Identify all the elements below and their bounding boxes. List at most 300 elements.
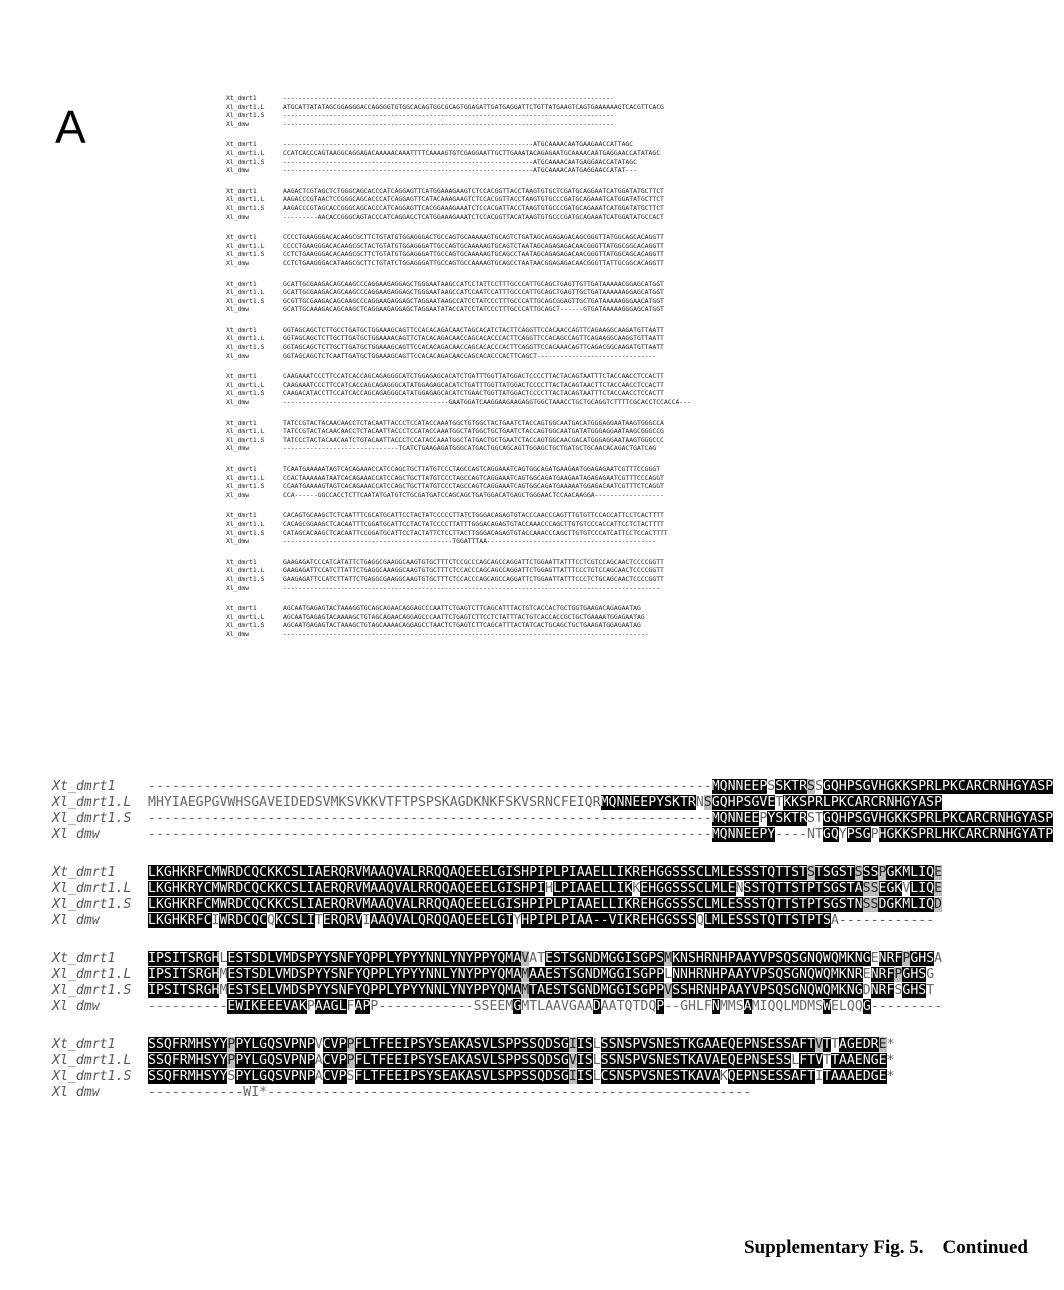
conserved-residues: ESTSDLVMDSPYYSNFYQPPLYPYYNNLYNYPPYQMA: [227, 951, 522, 966]
sequence-name: Xl_dmw: [226, 537, 250, 546]
residues: *: [886, 1069, 895, 1084]
aa-alignment-block: [52, 779, 1053, 843]
sequence-name: Xt_dmrt1: [52, 951, 116, 966]
aa-alignment-row: [52, 1069, 1053, 1085]
similar-residues: M: [521, 983, 530, 998]
nt-alignment-row: [226, 491, 826, 500]
sequence-name: Xl_dmrt1.S: [226, 111, 265, 120]
conserved-residues: LPIAAELLIK: [552, 881, 633, 896]
residues: Y: [838, 827, 847, 842]
conserved-residues: NRF: [870, 967, 895, 982]
nt-alignment-row: [226, 630, 826, 639]
panel-label: A: [55, 101, 86, 153]
sequence-name: Xl_dmrt1.S: [52, 811, 132, 826]
protein-sequence: [148, 827, 1053, 843]
sequence-name: Xt_dmrt1: [226, 557, 257, 566]
nt-alignment-row: [226, 103, 826, 112]
conserved-residues: IS: [576, 1037, 593, 1052]
residues: P: [759, 811, 768, 826]
conserved-residues: SSHRNHPAAYVPSQSGNQWQMKNG: [672, 983, 863, 998]
conserved-residues: SSNSPVSNESTKAVAEQEPNSESS: [600, 1053, 792, 1068]
residues: --GHLF: [664, 999, 712, 1014]
residues: S: [346, 1069, 355, 1084]
nucleotide-sequence: -----------------------------------------------------------------------------------------------: [283, 629, 649, 638]
nucleotide-sequence: CACAGCGGAAGCTCACAATTTCGGATGCATTCCTACTATCCCCTTATTTGGGACAGAGTGTACCAAACCCAGCTTGTGTCCCACCATTCCTCTACTTTT: [283, 519, 664, 528]
sequence-name: Xl_dmrt1.L: [226, 102, 265, 111]
aa-alignment-row: [52, 779, 1053, 795]
residues: ELQQ: [831, 999, 863, 1014]
nt-alignment-row: [226, 187, 826, 196]
similar-residues: E: [878, 1037, 887, 1052]
similar-residues: S: [806, 865, 815, 880]
conserved-residues: PYLGQSVPNP: [235, 1037, 315, 1052]
sequence-name: Xt_dmrt1: [226, 140, 257, 149]
nucleotide-sequence: AGCAATGAGAGTACTAAAGGTGCAGCAGAACAGGAGCCCAATTCTGAGTCTTCAGCATTTACTGTCACCACTGCTGGTGAAGACAGAGAATAG: [283, 604, 641, 613]
residues: T: [775, 795, 784, 810]
protein-sequence: [148, 967, 934, 983]
residues: ----------: [148, 999, 228, 1014]
conserved-residues: PYLGQSVPNP: [235, 1069, 315, 1084]
conserved-residues: FLTFEEIPSYSEAKASVLSPPSSQDSG: [354, 1069, 569, 1084]
aa-alignment-block: [52, 865, 1053, 929]
nucleotide-sequence: CCA------GGCCACCTCTTCAATATGATGTCTGCGATGATCCAGCAGCTGATGGACATGAGCTGGGAACTCCAACAAGGA------------------: [283, 490, 664, 499]
conserved-residues: DGKMLIQ: [878, 897, 935, 912]
conserved-residues: WIKEEEVAK: [235, 999, 307, 1014]
sequence-name: Xl_dmw: [226, 583, 250, 592]
residues: E: [862, 967, 871, 982]
nt-alignment-row: [226, 352, 826, 361]
nt-alignment-row: [226, 166, 826, 175]
nucleotide-sequence: -----------------------------------------------------------------ATGCAAAACAATGAGGAACCATAT---: [283, 166, 637, 175]
sequence-name: Xl_dmw: [226, 351, 250, 360]
residues: N: [695, 795, 704, 810]
residues: S: [767, 779, 776, 794]
residues: Q: [695, 913, 704, 928]
similar-residues: P: [878, 865, 887, 880]
nt-alignment-row: [226, 520, 826, 529]
conserved-residues: LKGHKRYCMWRDCQCKKCSLIAERQRVMAAQVALRRQQAQEEELGISHPI: [148, 881, 545, 896]
conserved-residues: SSQFRMHSYY: [148, 1053, 228, 1068]
conserved-residues: SSTQTTSTPTSGSTA: [743, 881, 863, 896]
residues: MHYIAEGPGVWHSGAVEIDEDSVMKSVKKVTFTPSPSKAGDKNKFSKVSRNCFEIQR: [148, 795, 601, 810]
nt-alignment-row: [226, 482, 826, 491]
similar-residues: S: [807, 779, 815, 794]
conserved-residues: LKGHKRFC: [148, 913, 212, 928]
protein-sequence: [148, 881, 942, 897]
residues: *: [886, 1037, 895, 1052]
protein-alignment: [52, 779, 1053, 1123]
residues: -----------------------------------------------------------------------: [148, 811, 712, 826]
nucleotide-sequence: CCACTAAAAAATAATCACAGAAACCATCCAGCTGCTTATGTCCCTAGCCAGTCAGGAAATCAGTGGCAGATGAAGAATAGAGAGAATCGTTTCCCAGGT: [283, 473, 664, 482]
sequence-name: Xt_dmrt1: [226, 233, 257, 242]
residues: D: [862, 983, 871, 998]
nucleotide-sequence: GGTAGCAGCTCTTGCTTGATGCTGGAAAACAGTTCTACACAGACAACCAGCACACCCACTTCAGGTTCCACAGCCAGTTCAGAAGGCAAGGTGTTAATT: [283, 334, 664, 343]
residues: G: [926, 967, 935, 982]
sequence-name: Xl_dmw: [226, 212, 250, 221]
nt-alignment-row: [226, 436, 826, 445]
nt-alignment-row: [226, 558, 826, 567]
nucleotide-sequence: --------------------------------------------------------------------------------------------------: [283, 583, 661, 592]
figure-caption: Supplementary Fig. 5. Continued: [744, 1237, 1028, 1258]
residues: T: [926, 983, 935, 998]
aa-alignment-block: [52, 1037, 1053, 1101]
conserved-residues: AP: [354, 999, 371, 1014]
nucleotide-sequence: --------------------------------------------------------------------------------------: [283, 119, 614, 128]
residues: M: [219, 983, 228, 998]
similar-residues: V: [815, 1037, 823, 1052]
similar-residues: V: [568, 1053, 577, 1068]
nt-alignment-row: [226, 233, 826, 242]
residues: N: [735, 881, 744, 896]
protein-sequence: [148, 983, 934, 999]
protein-sequence: [148, 999, 942, 1015]
nt-alignment-row: [226, 398, 826, 407]
residues: H: [544, 881, 553, 896]
sequence-name: Xl_dmrt1.L: [226, 195, 265, 204]
conserved-residues: ESTSGNDMGGISGPS: [545, 951, 665, 966]
residues: MMS: [719, 999, 744, 1014]
conserved-residues: FLTFEEIPSYSEAKASVLSPPSSQDSG: [354, 1053, 569, 1068]
conserved-residues: ESTSELVMDSPYYSNFYQPPLYPYYNNLYNYPPYQMA: [227, 983, 522, 998]
residues: P: [306, 999, 315, 1014]
residues: MIQQLMDMS: [751, 999, 824, 1014]
aa-alignment-row: [52, 795, 1053, 811]
similar-residues: I: [568, 1069, 577, 1084]
conserved-residues: LMLESSSTQTTSTPTS: [703, 913, 831, 928]
sequence-name: Xl_dmrt1.L: [52, 795, 132, 810]
residues: MTLAAVGAA: [521, 999, 593, 1014]
protein-sequence: [148, 1037, 895, 1053]
sequence-name: Xl_dmrt1.S: [226, 203, 265, 212]
nt-alignment-row: [226, 140, 826, 149]
nt-alignment-row: [226, 120, 826, 129]
conserved-residues: CVP: [322, 1037, 347, 1052]
conserved-residues: SSQFRMHSYY: [148, 1069, 228, 1084]
residues: I: [815, 1069, 824, 1084]
residues: Y: [513, 913, 522, 928]
aa-alignment-row: [52, 811, 1053, 827]
similar-residues: S: [854, 865, 863, 880]
nt-alignment-row: [226, 242, 826, 251]
sequence-name: Xl_dmrt1.L: [52, 1053, 132, 1068]
sequence-name: Xl_dmrt1.S: [226, 389, 265, 398]
residues: Q: [267, 913, 276, 928]
nt-alignment-row: [226, 305, 826, 314]
conserved-residues: MQNNEE: [711, 811, 760, 826]
nucleotide-sequence: AGCAATGAGAGTACTAAAGCTGTAGCAAAACAGGAGCCTAACTCTGAGTCTTCAGCATTTACTATCACTGCAGCTGCTGAAGATGGAGAATAG: [283, 621, 641, 630]
conserved-residues: MQNNEEPYSKTR: [600, 795, 696, 810]
conserved-residues: HGKKSPRLHKCARCRNHGYATP: [878, 827, 1054, 842]
nucleotide-sequence: --------------------------------------------------------------------------------------: [283, 94, 614, 102]
conserved-residues: IPSITSRGH: [148, 983, 220, 998]
nucleotide-sequence: GAAGAGATTCCATCTTATTCTGAGGCAAAGGCAAGTGTGCTTTCTCCACCCAGCAGCCAGGATTCTGGAGTTATTTCCCTGTCCAGCAACTCCCCGGTT: [283, 566, 664, 575]
nucleotide-sequence: CAAGAAATCCCTTCCATCACCAGCAGAGGGCATATGGAGAGCACATCTGATTTGGTTATGGACTCCCCTTACTACAGTAACTTCTACCAACCTCCACTT: [283, 380, 664, 389]
similar-residues: D: [934, 897, 942, 912]
sequence-name: Xt_dmrt1: [52, 779, 116, 794]
nt-alignment-row: [226, 326, 826, 335]
nt-alignment-block: [226, 511, 826, 545]
similar-residues: P: [902, 951, 911, 966]
residues: T: [314, 913, 323, 928]
conserved-residues: IPSITSRGH: [148, 967, 220, 982]
residues: V: [902, 881, 911, 896]
aa-alignment-row: [52, 1037, 1053, 1053]
conserved-residues: CVP: [322, 1053, 347, 1068]
sequence-name: Xl_dmw: [226, 490, 250, 499]
sequence-name: Xl_dmrt1.S: [226, 296, 265, 305]
residues: AATQTDQ: [600, 999, 657, 1014]
conserved-residues: KNSHRNHPAAYVPSQSGNQWQMKNG: [672, 951, 871, 966]
nucleotide-sequence: AGCAATGAGAGTACAAAAGCTGTAGCAGAACAGGAGCCCAATTCTGAGTCTTCCTCTATTTACTGTCACCACCGCTGCTGAAAATGGAGAATAG: [283, 612, 645, 621]
conserved-residues: SSNSPVSNESTKGAAEQEPNSESSAFT: [600, 1037, 816, 1052]
conserved-residues: G: [862, 999, 871, 1014]
sequence-name: Xl_dmrt1.L: [226, 148, 265, 157]
sequence-name: Xl dmw: [52, 999, 100, 1014]
conserved-residues: PSG: [846, 827, 871, 842]
nt-alignment-row: [226, 474, 826, 483]
residues: F: [346, 999, 355, 1014]
conserved-residues: GQHPSGVHGKKSPRLPKCARCRNHGYASP: [822, 779, 1054, 794]
nt-alignment-row: [226, 372, 826, 381]
sequence-name: Xt_dmrt1: [226, 325, 257, 334]
nt-alignment-row: [226, 444, 826, 453]
residues: A: [314, 1069, 323, 1084]
nucleotide-sequence: CAAGACATACCTTCCATCACCAGCAGAGGGCATATGGAGAGCACATCTGAACTGGTTATGGACTCCCCTTACTACAGTAATTTCTACCAACCTCCACTT: [283, 389, 664, 398]
nucleotide-sequence: ATGCATTATATAGCGGAGGGACCAGGGGTGTGGCACAGTGGCGCAGTGGAGATTGATGAGGATTCTGTTATGAAGTCAGTGAAAAAAGTCACGTTCACG: [283, 102, 664, 111]
residues: -----------------------------------------------------------------------: [148, 827, 712, 842]
conserved-residues: ESTSDLVMDSPYYSNFYQPPLYPYYNNLYNYPPYQMA: [227, 967, 522, 982]
nt-alignment-block: [226, 465, 826, 499]
nt-alignment-block: [226, 140, 826, 174]
nt-alignment-block: [226, 233, 826, 267]
conserved-residues: KCSLI: [275, 913, 315, 928]
conserved-residues: MQNNEEPY: [711, 827, 776, 842]
aa-alignment-row: [52, 881, 1053, 897]
conserved-residues: YSKTR: [767, 811, 808, 826]
protein-sequence: [148, 1053, 895, 1069]
nucleotide-sequence: TATCCCTACTACAACAATCTGTACAATTACCCTCCATACCAAATGGCTATGACTGCTGAATCTACCAGTGGCAACGACATGGGAGGAATAAGTGGGCCC: [283, 435, 664, 444]
residues: *: [886, 1053, 895, 1068]
residues: P: [370, 999, 379, 1014]
nucleotide-sequence: -----------------------------------------------------------------ATGCAAAACAATGAGGAACCATATAGC: [283, 157, 637, 166]
aa-alignment-row: [52, 951, 1053, 967]
nt-alignment-row: [226, 427, 826, 436]
similar-residues: V: [521, 951, 530, 966]
residues: P: [870, 827, 879, 842]
nucleotide-alignment: [226, 94, 826, 651]
nucleotide-sequence: GAAGAGATCCCATCATATTCTGAGGCGAAGGCAAGTGTGCTTTCTCCGCCCAGCAGCCAGGATTCTGGAATTATTTCCTCGTCCAGCAACTCCCCGGTT: [283, 557, 664, 566]
residues: ---------: [870, 999, 943, 1014]
nt-alignment-row: [226, 566, 826, 575]
nucleotide-sequence: GCATTGCAAAGACAGCAAGCTCAGGAAGAGGAGCTAGGAATATACCATCCTATCCCTTTGCCCATTGCAGCT------GTGATAAAAAGGGAGCATGGT: [283, 305, 664, 314]
nucleotide-sequence: --------------------------------------------TGGATTTAA--------------------------------------------: [283, 537, 657, 546]
nt-alignment-row: [226, 343, 826, 352]
nt-alignment-row: [226, 158, 826, 167]
sequence-name: Xl_dmrt1.L: [226, 612, 265, 621]
nucleotide-sequence: GGTAGCAGCTCTTGCCTGATGCTGGAAAGCAGTTCCACACAGACAACTAGCACATCTACTTCAGGTTCCACAACCAGTTCAGAAGGCAAGATGTTAATT: [283, 325, 664, 334]
protein-sequence: [148, 1085, 751, 1101]
protein-sequence: [148, 795, 942, 811]
conserved-residues: G: [513, 999, 522, 1014]
conserved-residues: EGK: [878, 881, 903, 896]
similar-residues: E: [934, 865, 943, 880]
sequence-name: Xt_dmrt1: [226, 465, 257, 473]
conserved-residues: D: [592, 999, 601, 1014]
conserved-residues: FLTFEEIPSYSEAKASVLSPPSSQDSG: [354, 1037, 569, 1052]
conserved-residues: QEPNSESSAFT: [727, 1069, 816, 1084]
conserved-residues: LIQ: [910, 881, 935, 896]
conserved-residues: TSGST: [814, 865, 855, 880]
aa-alignment-block: [52, 951, 1053, 1015]
nt-alignment-row: [226, 381, 826, 390]
conserved-residues: ERQRV: [322, 913, 363, 928]
nt-alignment-block: [226, 419, 826, 453]
residues: T: [814, 811, 823, 826]
sequence-name: Xl_dmrt1.S: [52, 897, 132, 912]
conserved-residues: GQHPSGVE: [711, 795, 776, 810]
protein-sequence: [148, 779, 1053, 795]
sequence-name: Xl_dmrt1.S: [226, 343, 265, 352]
conserved-residues: P: [656, 999, 665, 1014]
nucleotide-sequence: GGTAGCAGCTCTTGCTTGATGCTGGAAAGCAGTTCCACACAGACAACCAGCACACCCACTTCAGGTTCCACAAACAGTTCAGACGGCAAGATGTTAATT: [283, 343, 664, 352]
nt-alignment-block: [226, 604, 826, 638]
sequence-name: Xl_dmrt1.S: [52, 983, 132, 998]
conserved-residues: TAAAEDGE: [823, 1069, 887, 1084]
aa-alignment-row: [52, 983, 1053, 999]
conserved-residues: LKGHKRFCMWRDCQCKKCSLIAERQRVMAAQVALRRQQAQEEELGISHPIPLPIAAELLIKREHGGSSSCLMLESSSTQTTSTPTSGSTN: [148, 897, 863, 912]
aa-alignment-row: [52, 913, 1053, 929]
conserved-residues: NRF: [870, 983, 895, 998]
nt-alignment-row: [226, 111, 826, 120]
protein-sequence: [148, 951, 942, 967]
similar-residues: S: [703, 795, 712, 810]
sequence-name: Xt_dmrt1: [226, 604, 257, 613]
nucleotide-sequence: CCCCTGAAGGGACACAAGCGCTACTGTATGTGGAGGGATTGCCAGTGCAAAAAGTGCAGTCTAATAGCAGAGAGACAACGGGTTATGGCGGCACAGGTT: [283, 241, 664, 250]
nt-alignment-block: [226, 187, 826, 221]
conserved-residues: AAQVALQRQQAQEEELGI: [370, 913, 514, 928]
similar-residues: M: [521, 967, 530, 982]
aa-alignment-row: [52, 1053, 1053, 1069]
nt-alignment-row: [226, 419, 826, 428]
nucleotide-sequence: TCAATGAAAAATAGTCACAGAAACCATCCAGCTGCTTATGTCCCTAGCCAGTCAGGAAATCAGTGGCAGATGAAGAATGGAGAGAATCGTTTCCGGGT: [283, 465, 661, 473]
similar-residues: M: [664, 951, 673, 966]
sequence-name: Xl_dmrt1.L: [226, 380, 265, 389]
nt-alignment-row: [226, 259, 826, 268]
nt-alignment-row: [226, 465, 826, 474]
aa-alignment-row: [52, 1085, 1053, 1101]
conserved-residues: PYLGQSVPNP: [235, 1053, 315, 1068]
residues: L: [664, 967, 673, 982]
similar-residues: SS: [862, 897, 879, 912]
residues: I: [211, 913, 220, 928]
sequence-name: Xl_dmw: [226, 166, 250, 175]
conserved-residues: SSQFRMHSYY: [148, 1037, 228, 1052]
aa-alignment-row: [52, 827, 1053, 843]
residues: V: [314, 1037, 323, 1052]
residues: S: [894, 983, 903, 998]
conserved-residues: CVP: [322, 1069, 347, 1084]
nt-alignment-row: [226, 204, 826, 213]
conserved-residues: N: [711, 999, 720, 1014]
residues: K: [632, 881, 641, 896]
sequence-name: Xl_dmw: [226, 258, 250, 267]
conserved-residues: TAAENGE: [830, 1053, 887, 1068]
sequence-name: Xl_dmrt1.S: [226, 250, 265, 259]
nt-alignment-row: [226, 149, 826, 158]
conserved-residues: SKTR: [775, 779, 808, 794]
conserved-residues: E: [227, 999, 236, 1014]
sequence-name: Xl_dmrt1.S: [226, 528, 265, 537]
sequence-name: Xt_dmrt1: [52, 865, 116, 880]
nt-alignment-block: [226, 372, 826, 406]
sequence-name: Xl_dmrt1.S: [226, 482, 265, 491]
conserved-residues: TAESTSGNDMGGISGPP: [529, 983, 665, 998]
conserved-residues: WRDCQC: [219, 913, 268, 928]
conserved-residues: NNHRNHPAAYVPSQSGNQWQMKNR: [672, 967, 863, 982]
conserved-residues: GHS: [910, 951, 935, 966]
sequence-name: Xl_dmrt1.L: [226, 473, 265, 482]
nucleotide-sequence: AAGACTCGTAGCTCTGGGCAGCACCCATCAGGAGTTCATGGAAAGAAGTCTCCACGGTTACCTAAGTGTGCTCGATGCAGGAATCATGGATATGCTTCT: [283, 186, 664, 195]
nt-alignment-row: [226, 604, 826, 613]
nt-alignment-row: [226, 537, 826, 546]
similar-residues: P: [227, 1037, 236, 1052]
conserved-residues: GHS: [902, 967, 927, 982]
nt-alignment-row: [226, 195, 826, 204]
nt-alignment-row: [226, 529, 826, 538]
residues: ------------SSEEM: [378, 999, 514, 1014]
nt-alignment-block: [226, 94, 826, 128]
sequence-name: Xl_dmrt1.S: [226, 621, 265, 630]
nt-alignment-row: [226, 94, 826, 103]
nucleotide-sequence: CACAGTGCAAGCTCTCAATTTCGCATGCATTCCTACTATCCCCCTTATCTGGGACAGAGTGTACCCAACCCAGTTTGTGTTCCACCATTCCTCACTTTT: [283, 511, 664, 520]
nt-alignment-row: [226, 213, 826, 222]
nt-alignment-row: [226, 613, 826, 622]
aa-alignment-row: [52, 999, 1053, 1015]
sequence-name: Xl_dmrt1.L: [52, 881, 132, 896]
sequence-name: Xt_dmrt1: [52, 1037, 116, 1052]
nucleotide-sequence: CATAGCACAAGCTCACAATTCCGGATGCATTCCTACTATTCTCCTTACTTGGGACAGAGTGTACCAAACCCAGCTTGTGTCCCATCATTCCTCCACTTTT: [283, 528, 668, 537]
conserved-residues: HPIPLPIAA--VIKREHGGSSS: [521, 913, 696, 928]
residues: L: [219, 951, 228, 966]
residues: ------------WI*-------------------------------------------------------------: [148, 1085, 752, 1100]
residues: A: [314, 1053, 323, 1068]
residues: -----------------------------------------------------------------------: [148, 779, 712, 794]
protein-sequence: [148, 913, 934, 929]
conserved-residues: W: [823, 999, 832, 1014]
conserved-residues: FTV: [799, 1053, 824, 1068]
conserved-residues: AAESTSGNDMGGISGPP: [529, 967, 665, 982]
sequence-name: Xl_dmw: [226, 629, 250, 638]
nucleotide-sequence: AAGACCCGTAACTCCGGGCAGCACCCATCAGGAGTTCATACAAAGAAGTCTCCACGGTTACCTAAGTGTGCCCGATGCAGAAATCATGGATATGCTTCT: [283, 195, 664, 204]
nucleotide-sequence: -----------------------------------------------------------------ATGCAAAACAATGAAGAACCATTAGC: [283, 140, 634, 149]
sequence-name: Xt_dmrt1: [226, 511, 257, 520]
nt-alignment-row: [226, 297, 826, 306]
residues: T: [830, 1037, 839, 1052]
residues: T: [823, 1053, 831, 1068]
sequence-name: Xl_dmrt1.S: [226, 157, 265, 166]
sequence-name: Xl_dmrt1.L: [226, 334, 265, 343]
nucleotide-sequence: TATCCGTACTACAACAACCTCTACAATTACCCTCCATACCAAATGGCTATGGCTGCTGAATCTACCAGTGGCAATGATATGGGAGGAATAAGCGGGCCG: [283, 427, 664, 436]
residues: M: [219, 967, 228, 982]
protein-sequence: [148, 865, 942, 881]
nt-alignment-row: [226, 575, 826, 584]
nt-alignment-row: [226, 511, 826, 520]
similar-residues: P: [346, 1037, 355, 1052]
conserved-residues: T: [823, 1037, 831, 1052]
nucleotide-sequence: GCATTGCGAAGACAGCAAGCCCAGGAAGAGGAGCTGGGAATAAGCCATCCTATTCCTTTGCCCATTGCAGCTGAGTTGTTGATAAAAACGGAGCATGGT: [283, 279, 664, 288]
similar-residues: E: [934, 881, 943, 896]
similar-residues: P: [227, 1053, 236, 1068]
